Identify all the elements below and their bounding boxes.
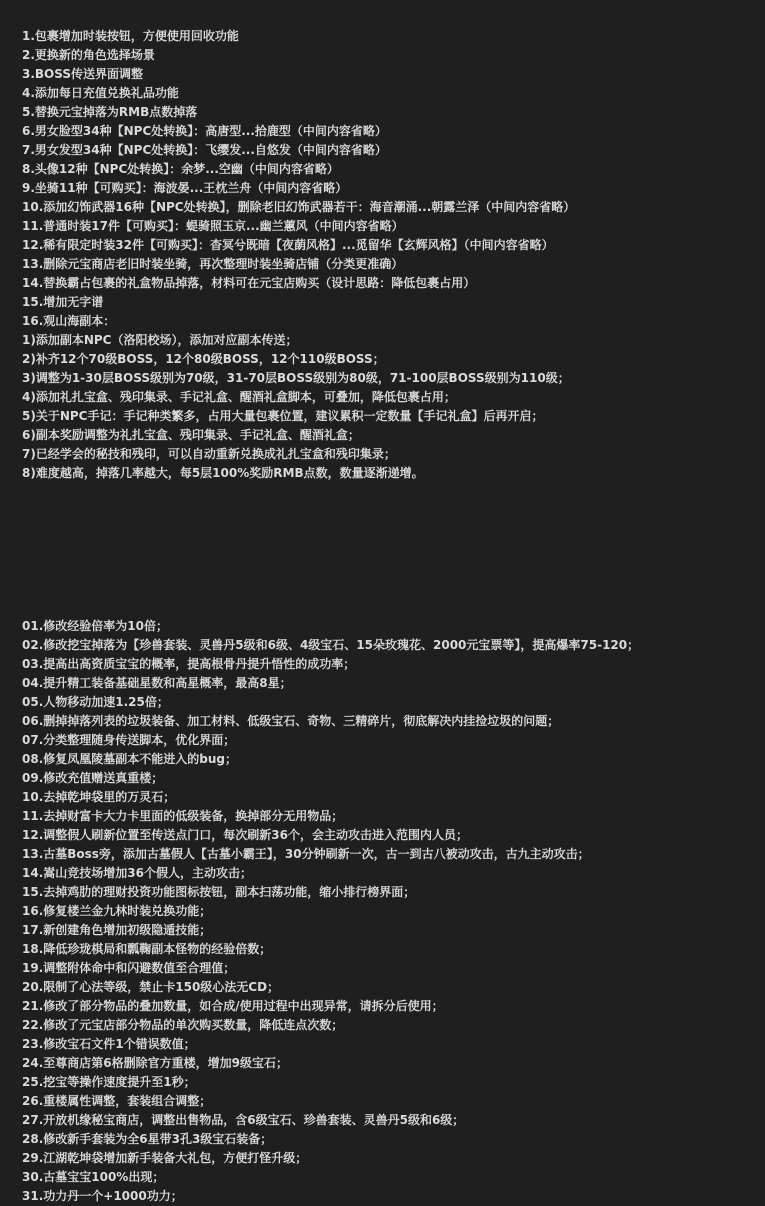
changelog-line: 21.修改了部分物品的叠加数量，如合成/使用过程中出现异常，请拆分后使用； — [22, 999, 444, 1013]
changelog-line: 20.限制了心法等级，禁止卡150级心法无CD； — [22, 980, 280, 994]
changelog-line: 01.修改经验倍率为10倍； — [22, 619, 168, 633]
changelog-line: 30.古墓宝宝100%出现； — [22, 1170, 165, 1184]
changelog-line: 5)关于NPC手记：手记种类繁多，占用大量包裹位置，建议累积一定数量【手记礼盒】后再开启； — [22, 409, 544, 423]
changelog-line: 10.添加幻饰武器16种【NPC处转换】，删除老旧幻饰武器若干：海音潮涌...朝露兰泽（中间内容省略） — [22, 200, 576, 214]
changelog-line: 18.降低珍珑棋局和瓢鞠副本怪物的经验倍数； — [22, 942, 272, 956]
changelog-line: 04.提升精工装备基础星数和高星概率，最高8星； — [22, 676, 292, 690]
changelog-line: 15.去掉鸡肋的理财投资功能图标按钮，副本扫荡功能，缩小排行榜界面； — [22, 885, 416, 899]
changelog-line: 2.更换新的角色选择场景 — [22, 48, 155, 62]
changelog-line: 02.修改挖宝掉落为【珍兽套装、灵兽丹5级和6级、4级宝石、15朵玫瑰花、2000元宝票等】，提高爆率75-120； — [22, 638, 640, 652]
changelog-line: 13.古墓Boss旁，添加古墓假人【古墓小霸王】，30分钟刷新一次，古一到古八被动攻击，古九主动攻击； — [22, 847, 590, 861]
changelog-line: 7.男女发型34种【NPC处转换】：飞缨发...自悠发（中间内容省略） — [22, 143, 387, 157]
changelog-line: 1)添加副本NPC（洛阳校场），添加对应副本传送； — [22, 333, 298, 347]
changelog-line: 11.去掉财富卡大力卡里面的低级装备，换掉部分无用物品； — [22, 809, 344, 823]
section-spacer — [22, 483, 757, 617]
changelog-line: 09.修改充值赠送真重楼； — [22, 771, 164, 785]
changelog-line: 1.包裹增加时装按钮，方便使用回收功能 — [22, 29, 239, 43]
changelog-line: 28.修改新手套装为全6星带3孔3级宝石装备； — [22, 1132, 273, 1146]
changelog-line: 29.江湖乾坤袋增加新手装备大礼包，方便打怪升级； — [22, 1151, 308, 1165]
changelog-line: 19.调整附体命中和闪避数值至合理值； — [22, 961, 236, 975]
changelog-line: 12.调整假人刷新位置至传送点门口，每次刷新36个，会主动攻击进入范围内人员； — [22, 828, 468, 842]
changelog-line: 3.BOSS传送界面调整 — [22, 67, 144, 81]
changelog-line: 10.去掉乾坤袋里的万灵石； — [22, 790, 176, 804]
changelog-line: 8.头像12种【NPC处转换】：余梦...空幽（中间内容省略） — [22, 162, 339, 176]
changelog-line: 31.功力丹一个+1000功力； — [22, 1189, 183, 1203]
changelog-line: 6.男女脸型34种【NPC处转换】：高唐型...拾鹿型（中间内容省略） — [22, 124, 387, 138]
changelog-line: 14.嵩山竞技场增加36个假人，主动攻击； — [22, 866, 252, 880]
changelog-line: 12.稀有限定时装32件【可购买】：杳冥兮既暗【夜蓢风格】...觅留华【玄辉风格】（中间内容省略） — [22, 238, 554, 252]
changelog-line: 6)副本奖励调整为礼扎宝盒、残印集录、手记礼盒、醒酒礼盒； — [22, 428, 360, 442]
changelog-line: 23.修改宝石文件1个错误数值； — [22, 1037, 196, 1051]
changelog-line: 03.提高出高资质宝宝的概率，提高根骨丹提升悟性的成功率； — [22, 657, 356, 671]
changelog-line: 4.添加每日充值兑换礼品功能 — [22, 86, 179, 100]
changelog-line: 16.修复楼兰金九林时装兑换功能； — [22, 904, 212, 918]
changelog-line: 15.增加无字谱 — [22, 295, 104, 309]
changelog-line: 7)已经学会的秘技和残印，可以自动重新兑换成礼扎宝盒和残印集录； — [22, 447, 396, 461]
changelog-line: 4)添加礼扎宝盒、残印集录、手记礼盒、醒酒礼盒脚本，可叠加，降低包裹占用； — [22, 390, 456, 404]
changelog-line: 27.开放机缘秘宝商店，调整出售物品，含6级宝石、珍兽套装、灵兽丹5级和6级； — [22, 1113, 465, 1127]
changelog-line: 14.替换霸占包裹的礼盒物品掉落，材料可在元宝店购买（设计思路：降低包裹占用） — [22, 276, 476, 290]
changelog-line: 08.修复凤凰陵墓副本不能进入的bug； — [22, 752, 237, 766]
changelog-document — [22, 27, 757, 1206]
changelog-line: 25.挖宝等操作速度提升至1秒； — [22, 1075, 196, 1089]
changelog-line: 05.人物移动加速1.25倍； — [22, 695, 169, 709]
changelog-section-1 — [22, 27, 757, 483]
changelog-line: 26.重楼属性调整，套装组合调整； — [22, 1094, 212, 1108]
changelog-line: 16.观山海副本： — [22, 314, 116, 328]
changelog-line: 3)调整为1-30层BOSS级别为70级，31-70层BOSS级别为80级，71-100层BOSS级别为110级； — [22, 371, 570, 385]
changelog-line: 07.分类整理随身传送脚本，优化界面； — [22, 733, 236, 747]
changelog-line: 9.坐骑11种【可购买】：海波晏...王枕兰舟（中间内容省略） — [22, 181, 348, 195]
changelog-line: 13.删除元宝商店老旧时装坐骑，再次整理时装坐骑店铺（分类更准确） — [22, 257, 404, 271]
changelog-line: 22.修改了元宝店部分物品的单次购买数量，降低连点次数； — [22, 1018, 344, 1032]
changelog-line: 5.替换元宝掉落为RMB点数掉落 — [22, 105, 198, 119]
changelog-line: 06.删掉掉落列表的垃圾装备、加工材料、低级宝石、奇物、三精碎片，彻底解决内挂捡垃圾的问题； — [22, 714, 560, 728]
changelog-line: 2)补齐12个70级BOSS，12个80级BOSS，12个110级BOSS； — [22, 352, 385, 366]
changelog-line: 11.普通时装17件【可购买】：蝭骑照玉京...幽兰蕙风（中间内容省略） — [22, 219, 404, 233]
changelog-line: 24.至尊商店第6格删除官方重楼，增加9级宝石； — [22, 1056, 288, 1070]
changelog-line: 17.新创建角色增加初级隐遁技能； — [22, 923, 212, 937]
changelog-line: 8)难度越高，掉落几率越大，每5层100%奖励RMB点数，数量逐渐递增。 — [22, 466, 424, 480]
changelog-section-2 — [22, 617, 757, 1206]
